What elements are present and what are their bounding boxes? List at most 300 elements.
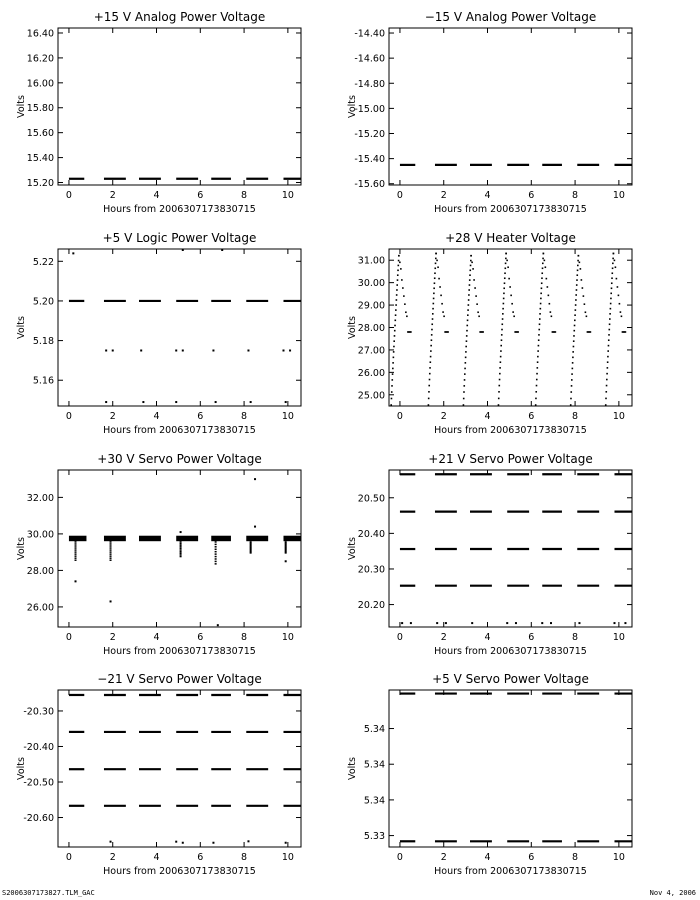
plot-frame [58, 470, 301, 627]
data-point [540, 298, 542, 300]
data-point [543, 253, 545, 255]
y-tick-label: -14.40 [354, 28, 385, 40]
plot-frame [389, 249, 632, 406]
data-point [538, 339, 540, 341]
y-tick-label: 5.34 [363, 759, 385, 771]
data-point [606, 385, 608, 387]
data-point [105, 401, 107, 403]
y-axis-label: Volts [16, 95, 27, 118]
y-axis-label: Volts [16, 757, 27, 780]
data-point [390, 404, 392, 406]
x-tick-label: 10 [612, 632, 625, 643]
x-axis-label: Hours from 2006307173830715 [434, 866, 587, 877]
data-point [75, 549, 77, 551]
data-point [474, 287, 476, 289]
chart-svg [345, 6, 645, 221]
data-point [430, 356, 432, 358]
data-point [586, 315, 588, 317]
data-point [440, 295, 442, 297]
data-point [398, 255, 400, 257]
data-point [180, 543, 182, 545]
x-tick-label: 2 [440, 411, 447, 422]
data-point [470, 260, 472, 262]
data-point [392, 373, 394, 375]
y-tick-label: -15.00 [354, 103, 385, 115]
x-tick-label: 0 [65, 852, 72, 863]
data-band [246, 536, 268, 541]
data-point [539, 313, 541, 315]
data-point [605, 391, 607, 393]
x-axis-label: Hours from 2006307173830715 [103, 646, 256, 657]
data-point [435, 258, 437, 260]
data-point [142, 401, 144, 403]
data-point [429, 373, 431, 375]
y-axis-label: Volts [347, 757, 358, 780]
data-point [575, 294, 577, 296]
data-point [576, 274, 578, 276]
data-point [536, 385, 538, 387]
data-point [576, 289, 578, 291]
chart-svg [14, 668, 314, 883]
data-point [508, 278, 510, 280]
data-point [438, 278, 440, 280]
data-point [397, 279, 399, 281]
data-point [467, 314, 469, 316]
data-point [469, 279, 471, 281]
data-point [550, 622, 552, 624]
data-point [110, 551, 112, 553]
data-point [608, 339, 610, 341]
data-point [512, 311, 514, 313]
data-point [621, 315, 623, 317]
data-point [625, 331, 627, 333]
x-axis-label: Hours from 2006307173830715 [103, 425, 256, 436]
x-tick-label: 2 [109, 411, 116, 422]
data-point [607, 367, 609, 369]
data-point [572, 368, 574, 370]
y-tick-label: 27.00 [357, 345, 385, 357]
data-point [464, 368, 466, 370]
data-point [578, 622, 580, 624]
data-point [502, 318, 504, 320]
data-point [395, 309, 397, 311]
data-point [611, 277, 613, 279]
data-point [175, 401, 177, 403]
data-point [401, 279, 403, 281]
data-point [393, 357, 395, 359]
data-point [401, 622, 403, 624]
data-point [400, 268, 402, 270]
data-point [394, 320, 396, 322]
data-point [471, 622, 473, 624]
data-point [182, 349, 184, 351]
data-point [584, 303, 586, 305]
data-point [539, 323, 541, 325]
data-point [393, 346, 395, 348]
data-point [110, 559, 112, 561]
data-point [555, 331, 557, 333]
data-point [611, 272, 613, 274]
y-tick-label: 20.20 [357, 600, 385, 612]
data-point [581, 279, 583, 281]
data-point [430, 361, 432, 363]
x-tick-label: 10 [281, 190, 294, 201]
data-point [550, 311, 552, 313]
y-tick-label: -14.60 [354, 53, 385, 65]
data-point [398, 260, 400, 262]
y-tick-label: 5.34 [363, 795, 385, 807]
data-point [289, 349, 291, 351]
data-point [394, 330, 396, 332]
y-tick-label: 16.20 [26, 53, 54, 65]
data-point [465, 362, 467, 364]
x-tick-label: 2 [440, 190, 447, 201]
data-point [442, 311, 444, 313]
data-band [211, 536, 231, 541]
x-tick-label: 2 [440, 852, 447, 863]
x-tick-label: 6 [528, 190, 535, 201]
data-point [609, 318, 611, 320]
chart-svg [14, 6, 314, 221]
data-point [475, 295, 477, 297]
data-point [610, 293, 612, 295]
x-tick-label: 8 [572, 411, 579, 422]
chart-svg [345, 668, 645, 883]
data-point [75, 553, 77, 555]
data-point [391, 379, 393, 381]
data-point [537, 350, 539, 352]
data-point [498, 398, 500, 400]
data-point [180, 556, 182, 558]
x-tick-label: 4 [484, 852, 491, 863]
x-tick-label: 0 [396, 190, 403, 201]
data-point [463, 385, 465, 387]
data-point [180, 544, 182, 546]
y-tick-label: 16.00 [26, 78, 54, 90]
data-point [396, 284, 398, 286]
data-point [610, 303, 612, 305]
data-point [609, 323, 611, 325]
data-point [538, 329, 540, 331]
data-point [540, 293, 542, 295]
y-tick-label: -20.40 [23, 741, 54, 753]
data-point [573, 335, 575, 337]
x-tick-label: 10 [281, 411, 294, 422]
data-point [434, 272, 436, 274]
data-point [110, 600, 112, 602]
y-tick-label: 29.00 [357, 300, 385, 312]
chart-title: +30 V Servo Power Voltage [97, 452, 262, 466]
x-tick-label: 0 [396, 632, 403, 643]
data-point [447, 331, 449, 333]
x-tick-label: 2 [109, 852, 116, 863]
data-point [477, 311, 479, 313]
chart-svg [345, 227, 645, 442]
x-tick-label: 4 [153, 411, 160, 422]
data-point [254, 526, 256, 528]
data-point [215, 544, 217, 546]
plot-frame [58, 249, 301, 406]
data-point [605, 398, 607, 400]
chart-svg [14, 448, 314, 663]
x-tick-label: 4 [153, 852, 160, 863]
data-point [575, 299, 577, 301]
data-point [576, 279, 578, 281]
y-tick-label: -14.80 [354, 78, 385, 90]
data-point [610, 298, 612, 300]
data-point [433, 287, 435, 289]
data-point [498, 385, 500, 387]
data-point [574, 320, 576, 322]
data-point [510, 295, 512, 297]
data-point [537, 367, 539, 369]
data-point [110, 553, 112, 555]
data-point [551, 315, 553, 317]
data-point [285, 552, 287, 554]
data-point [75, 580, 77, 582]
x-tick-label: 4 [484, 411, 491, 422]
data-point [540, 303, 542, 305]
data-point [398, 265, 400, 267]
data-point [468, 299, 470, 301]
data-point [110, 541, 112, 543]
chart-title: +28 V Heater Voltage [445, 231, 576, 245]
data-point [110, 841, 112, 843]
y-tick-label: 32.00 [26, 492, 54, 504]
data-point [541, 272, 543, 274]
y-tick-label: -20.50 [23, 777, 54, 789]
data-point [254, 478, 256, 480]
data-point [430, 350, 432, 352]
y-axis-label: Volts [347, 316, 358, 339]
y-axis-label: Volts [347, 95, 358, 118]
data-point [215, 556, 217, 558]
data-point [608, 345, 610, 347]
data-point [75, 557, 77, 559]
data-point [434, 282, 436, 284]
y-tick-label: -20.30 [23, 706, 54, 718]
data-point [611, 287, 613, 289]
data-point [537, 356, 539, 358]
data-point [571, 385, 573, 387]
y-tick-label: -15.60 [354, 179, 385, 191]
data-point [468, 304, 470, 306]
data-point [501, 329, 503, 331]
data-point [575, 309, 577, 311]
data-point [570, 404, 572, 406]
data-point [75, 559, 77, 561]
data-point [428, 404, 430, 406]
chart-panel [14, 668, 314, 883]
y-axis-label: Volts [16, 316, 27, 339]
data-point [434, 267, 436, 269]
data-point [541, 287, 543, 289]
x-axis-label: Hours from 2006307173830715 [103, 204, 256, 215]
x-tick-label: 8 [572, 632, 579, 643]
data-point [501, 323, 503, 325]
data-point [392, 368, 394, 370]
x-tick-label: 10 [281, 852, 294, 863]
chart-svg [345, 448, 645, 663]
data-point [433, 303, 435, 305]
data-point [75, 551, 77, 553]
data-point [515, 622, 517, 624]
data-point [535, 391, 537, 393]
plot-frame [389, 28, 632, 185]
data-point [72, 252, 74, 254]
data-point [215, 401, 217, 403]
x-tick-label: 4 [153, 632, 160, 643]
data-point [503, 293, 505, 295]
data-point [502, 313, 504, 315]
y-tick-label: 5.20 [32, 296, 54, 308]
data-band [176, 536, 198, 541]
data-point [250, 552, 252, 554]
data-point [215, 551, 217, 553]
data-point [215, 563, 217, 565]
data-point [544, 260, 546, 262]
chart-panel [14, 448, 314, 663]
data-point [580, 268, 582, 270]
data-band [139, 536, 161, 541]
data-point [441, 303, 443, 305]
data-point [180, 553, 182, 555]
data-point [607, 356, 609, 358]
x-tick-label: 0 [65, 411, 72, 422]
data-point [539, 318, 541, 320]
chart-panel [345, 227, 645, 442]
x-tick-label: 4 [484, 632, 491, 643]
data-point [501, 339, 503, 341]
data-point [466, 325, 468, 327]
data-point [215, 541, 217, 543]
data-point [571, 373, 573, 375]
data-point [463, 404, 465, 406]
x-tick-label: 2 [109, 632, 116, 643]
data-point [392, 362, 394, 364]
data-point [110, 557, 112, 559]
data-point [607, 361, 609, 363]
chart-title: +5 V Servo Power Voltage [432, 672, 589, 686]
data-point [110, 543, 112, 545]
data-point [498, 391, 500, 393]
data-point [396, 289, 398, 291]
data-point [396, 294, 398, 296]
data-point [432, 308, 434, 310]
x-tick-label: 6 [528, 852, 535, 863]
data-point [215, 549, 217, 551]
data-point [391, 391, 393, 393]
data-point [548, 295, 550, 297]
data-point [217, 624, 219, 626]
data-point [180, 546, 182, 548]
data-point [428, 398, 430, 400]
x-tick-label: 6 [197, 632, 204, 643]
data-point [436, 622, 438, 624]
data-point [570, 398, 572, 400]
data-point [180, 554, 182, 556]
data-point [615, 266, 617, 268]
data-point [110, 549, 112, 551]
data-point [429, 379, 431, 381]
data-point [75, 545, 77, 547]
data-point [500, 345, 502, 347]
data-point [466, 330, 468, 332]
data-point [614, 260, 616, 262]
data-point [505, 253, 507, 255]
chart-title: −15 V Analog Power Voltage [424, 10, 597, 24]
x-axis-label: Hours from 2006307173830715 [434, 646, 587, 657]
data-point [434, 277, 436, 279]
data-point [468, 294, 470, 296]
data-point [535, 404, 537, 406]
data-point [542, 263, 544, 265]
data-point [471, 262, 473, 264]
data-point [391, 385, 393, 387]
data-point [542, 258, 544, 260]
y-tick-label: -15.40 [354, 154, 385, 166]
date-label: Nov 4, 2006 [649, 889, 696, 897]
y-tick-label: -20.60 [23, 813, 54, 825]
data-point [465, 351, 467, 353]
data-point [620, 311, 622, 313]
data-point [435, 263, 437, 265]
data-point [472, 268, 474, 270]
data-point [513, 315, 515, 317]
data-point [212, 349, 214, 351]
y-tick-label: 26.00 [357, 367, 385, 379]
data-point [507, 266, 509, 268]
data-point [473, 279, 475, 281]
data-point [541, 282, 543, 284]
data-point [182, 842, 184, 844]
data-point [506, 260, 508, 262]
data-point [180, 548, 182, 550]
data-point [180, 549, 182, 551]
data-point [499, 367, 501, 369]
data-point [609, 313, 611, 315]
data-point [505, 263, 507, 265]
y-tick-label: 28.00 [357, 323, 385, 334]
x-axis-label: Hours from 2006307173830715 [434, 204, 587, 215]
data-point [504, 282, 506, 284]
data-point [502, 308, 504, 310]
data-point [112, 349, 114, 351]
data-point [175, 841, 177, 843]
data-point [571, 379, 573, 381]
data-point [500, 356, 502, 358]
data-point [505, 267, 507, 269]
data-point [573, 346, 575, 348]
data-point [110, 555, 112, 557]
data-point [429, 367, 431, 369]
data-point [431, 329, 433, 331]
x-tick-label: 0 [65, 190, 72, 201]
data-point [212, 842, 214, 844]
data-point [511, 303, 513, 305]
y-tick-label: 30.00 [357, 278, 385, 290]
data-point [467, 320, 469, 322]
data-point [399, 262, 401, 264]
data-point [575, 304, 577, 306]
data-point [606, 373, 608, 375]
data-point [105, 349, 107, 351]
data-point [403, 295, 405, 297]
data-point [476, 303, 478, 305]
data-point [433, 293, 435, 295]
data-point [431, 334, 433, 336]
data-point [463, 391, 465, 393]
